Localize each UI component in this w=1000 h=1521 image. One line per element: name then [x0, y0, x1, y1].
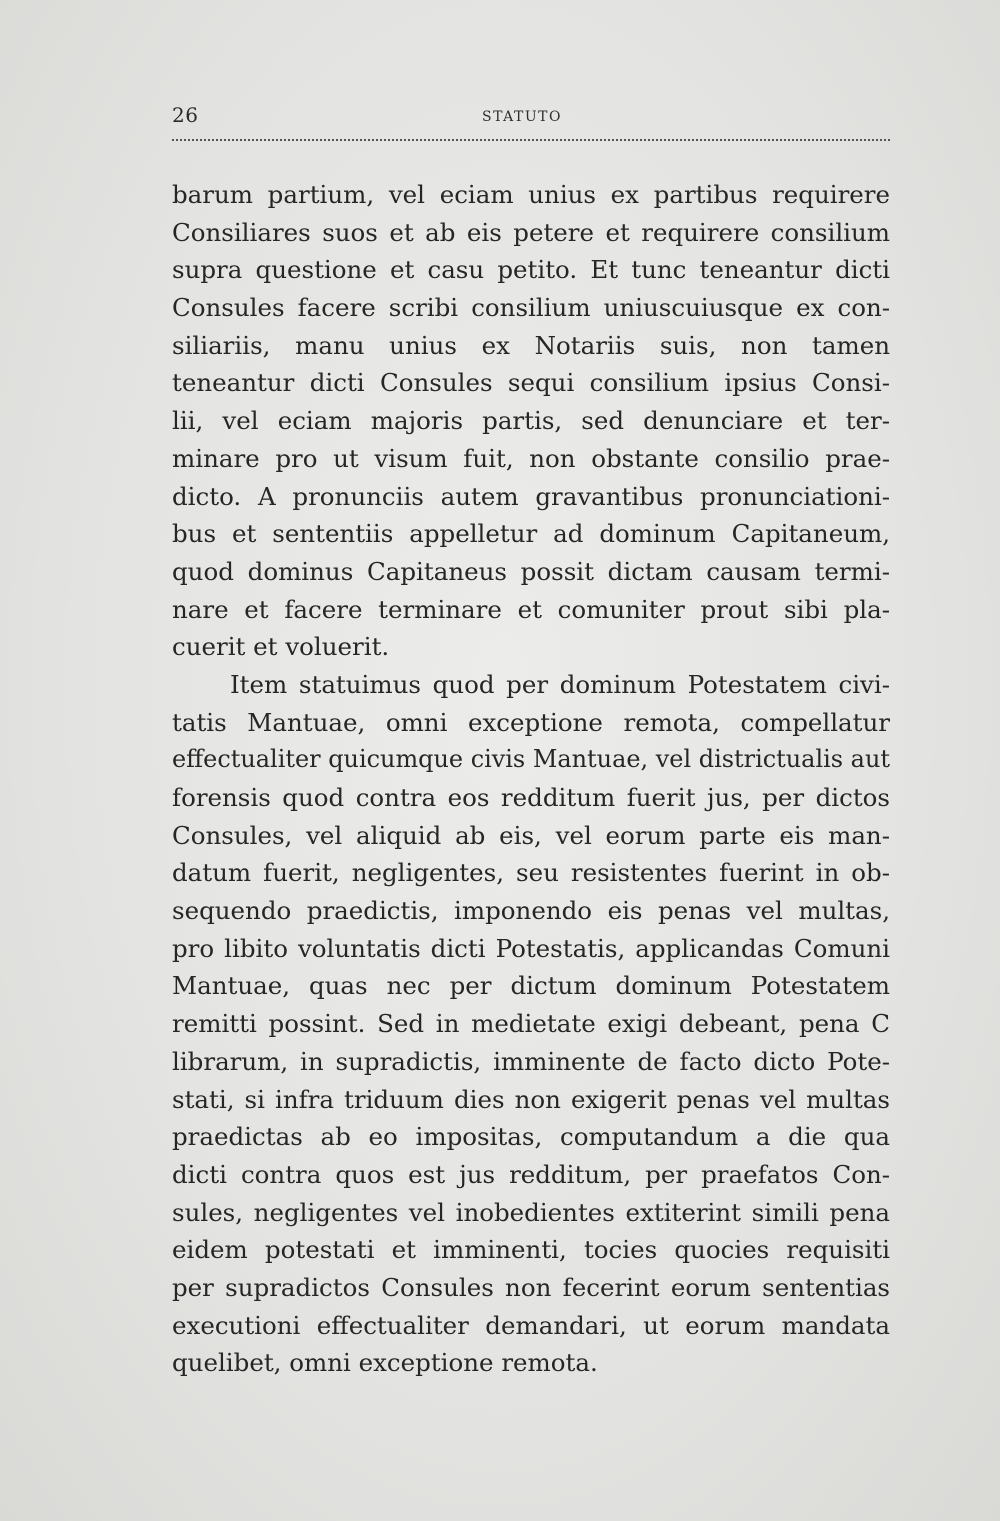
text-line: remitti possint. Sed in medietate exigi debeant, pena C: [172, 1009, 890, 1039]
text-line: pro libito voluntatis dicti Potestatis, applicandas Comuni: [172, 933, 890, 963]
paragraph-end-line: quelibet, omni exceptione remota.: [172, 1348, 598, 1378]
text-line: effectualiter quicumque civis Mantuae, vel districtualis aut: [172, 745, 890, 774]
text-line: per supradictos Consules non fecerint eorum sententias: [172, 1272, 890, 1302]
page-header: [172, 103, 890, 133]
text-line: teneantur dicti Consules sequi consilium ipsius Consi-: [172, 368, 890, 398]
text-line: lii, vel eciam majoris partis, sed denunciare et ter-: [172, 406, 890, 436]
text-line: Mantuae, quas nec per dictum dominum Potestatem: [172, 971, 890, 1001]
text-line: nare et facere terminare et comuniter prout sibi pla-: [172, 594, 890, 624]
body-text: [172, 176, 890, 1382]
text-line: Consiliares suos et ab eis petere et requirere consilium: [172, 217, 890, 247]
text-line: dicti contra quos est jus redditum, per praefatos Con-: [172, 1159, 890, 1189]
text-line: eidem potestati et imminenti, tocies quocies requisiti: [172, 1235, 890, 1265]
text-line: Consules, vel aliquid ab eis, vel eorum parte eis man-: [172, 820, 890, 850]
text-line: executioni effectualiter demandari, ut eorum mandata: [172, 1310, 890, 1340]
text-line: tatis Mantuae, omni exceptione remota, compellatur: [172, 707, 890, 737]
text-line: quod dominus Capitaneus possit dictam causam termi-: [172, 556, 890, 586]
text-line: forensis quod contra eos redditum fuerit jus, per dictos: [172, 783, 890, 812]
text-line: minare pro ut visum fuit, non obstante consilio prae-: [172, 443, 890, 473]
text-line: supra questione et casu petito. Et tunc teneantur dicti: [172, 255, 890, 285]
running-title: STATUTO: [482, 109, 562, 125]
paragraph-end-line: cuerit et voluerit.: [172, 632, 390, 662]
text-line: praedictas ab eo impositas, computandum a die qua: [172, 1122, 890, 1152]
text-line: bus et sententiis appelletur ad dominum Capitaneum,: [172, 519, 890, 549]
text-line: Consules facere scribi consilium uniuscuiusque ex con-: [172, 293, 890, 323]
header-divider: [172, 139, 890, 141]
page-number: 26: [172, 103, 199, 127]
text-line: datum fuerit, negligentes, seu resistentes fuerint in ob-: [172, 858, 890, 888]
text-line: sules, negligentes vel inobedientes extiterint simili pena: [172, 1197, 890, 1227]
paragraph-start-line: Item statuimus quod per dominum Potestatem civi-: [230, 669, 890, 699]
text-line: dicto. A pronunciis autem gravantibus pronunciationi-: [172, 481, 890, 511]
text-line: librarum, in supradictis, imminente de facto dicto Pote-: [172, 1046, 890, 1076]
text-line: sequendo praedictis, imponendo eis penas vel multas,: [172, 896, 890, 926]
text-line: siliariis, manu unius ex Notariis suis, non tamen: [172, 330, 890, 360]
text-line: barum partium, vel eciam unius ex partibus requirere: [172, 180, 890, 209]
text-line: stati, si infra triduum dies non exigerit penas vel multas: [172, 1084, 890, 1114]
